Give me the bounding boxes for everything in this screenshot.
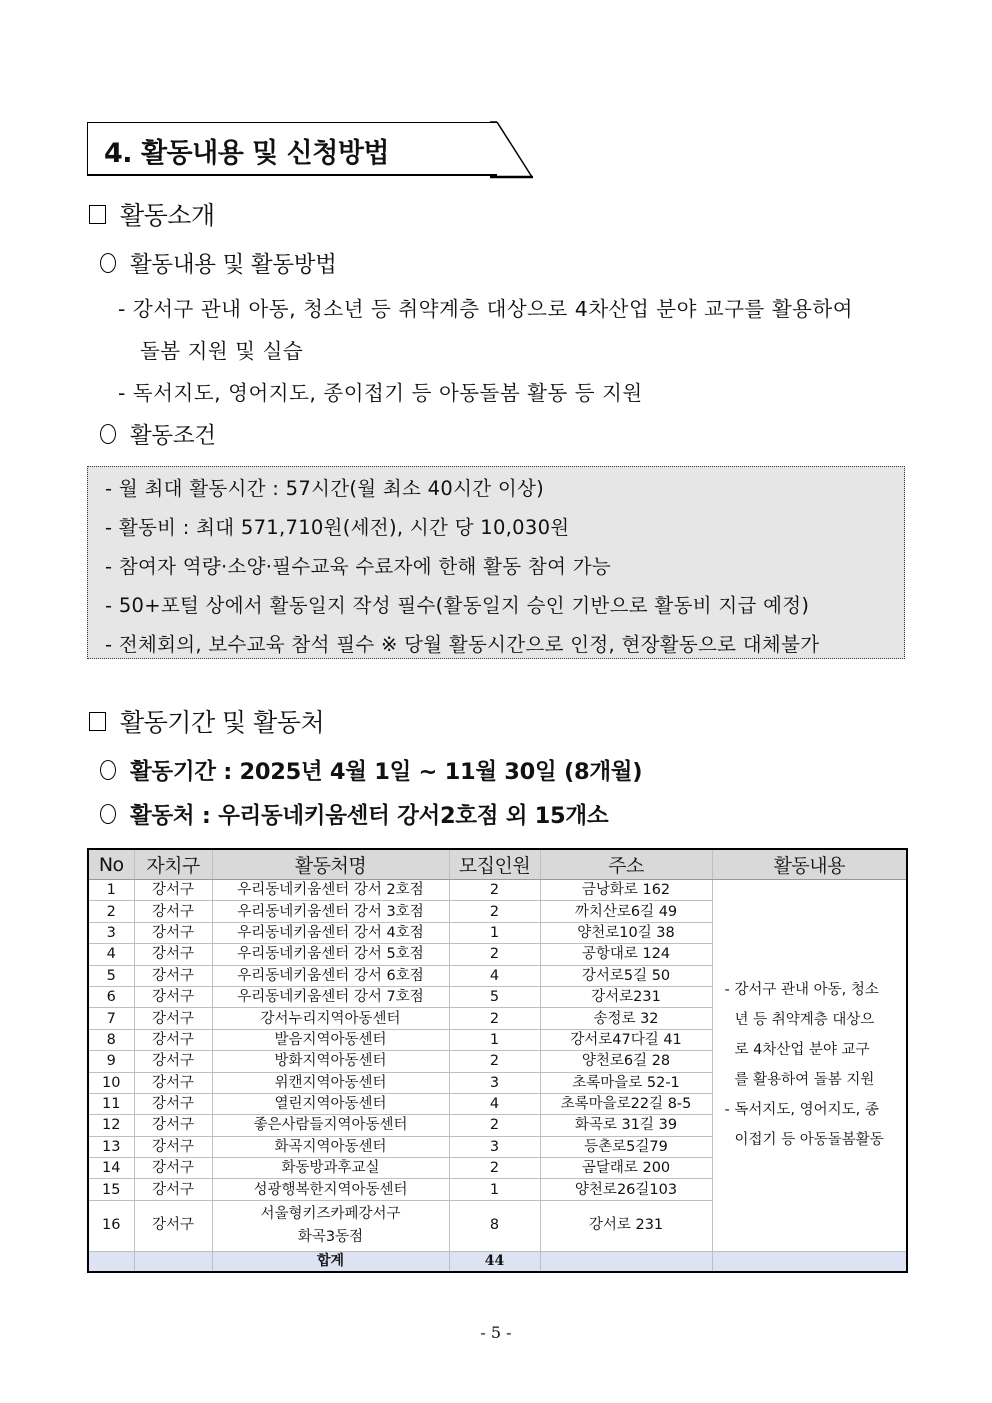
- cell-no: 9: [88, 1051, 134, 1072]
- cell-gu: 강서구: [134, 1158, 212, 1179]
- cell-address: 강서로 231: [540, 1200, 712, 1251]
- square-bullet-icon: [89, 205, 106, 224]
- cell-gu: 강서구: [134, 1136, 212, 1157]
- col-header-count: 모집인원: [449, 849, 540, 880]
- cell-address: 까치산로6길 49: [540, 901, 712, 922]
- cell-gu: 강서구: [134, 901, 212, 922]
- col-header-name: 활동처명: [212, 849, 449, 880]
- cell-no: 15: [88, 1179, 134, 1200]
- cell-activity-desc: [712, 880, 907, 1252]
- cell-address: 송정로 32: [540, 1008, 712, 1029]
- cell-name: 위캔지역아동센터: [212, 1072, 449, 1093]
- subheading-content-text: 활동내용 및 활동방법: [130, 252, 337, 278]
- cell-name: 우리동네키움센터 강서 3호점: [212, 901, 449, 922]
- cell-no: 11: [88, 1093, 134, 1114]
- condition-item: - 월 최대 활동시간 : 57시간(월 최소 40시간 이상): [105, 477, 545, 500]
- condition-item: - 50+포털 상에서 활동일지 작성 필수(활동일지 승인 기반으로 활동비 지급 예정): [105, 594, 810, 617]
- cell-address: 강서로5길 50: [540, 965, 712, 986]
- cell-no: 14: [88, 1158, 134, 1179]
- cell-name-line: 서울형키즈카페강서구: [260, 1205, 401, 1222]
- locations-table: [87, 848, 908, 1273]
- cell-name: 강서누리지역아동센터: [212, 1008, 449, 1029]
- heading-period-text: 활동기간 및 활동처: [120, 708, 325, 737]
- col-header-gu: 자치구: [134, 849, 212, 880]
- period-line-text: 활동기간 : 2025년 4월 1일 ~ 11월 30일 (8개월): [130, 759, 643, 785]
- cell-no: 2: [88, 901, 134, 922]
- cell-no: 7: [88, 1008, 134, 1029]
- square-bullet-icon: [89, 712, 106, 731]
- cell-name-line: 화곡3동점: [297, 1228, 364, 1245]
- table-header-row: [88, 849, 907, 880]
- cell-no: 12: [88, 1115, 134, 1136]
- activity-desc-line: - 강서구 관내 아동, 청소: [724, 982, 879, 999]
- cell-name: 성광행복한지역아동센터: [212, 1179, 449, 1200]
- cell-count: 1: [449, 1029, 540, 1050]
- total-count: 44: [449, 1251, 540, 1272]
- page-number: - 5 -: [480, 1323, 512, 1342]
- cell-address: 초록마을로 52-1: [540, 1072, 712, 1093]
- cell-name: [212, 1200, 449, 1251]
- cell-gu: 강서구: [134, 1029, 212, 1050]
- table-row: [88, 880, 907, 901]
- place-line-text: 활동처 : 우리동네키움센터 강서2호점 외 15개소: [130, 803, 609, 829]
- cell-address: 강서로231: [540, 986, 712, 1007]
- cell-name: 화동방과후교실: [212, 1158, 449, 1179]
- period-line: [100, 754, 642, 786]
- activity-desc-line: 로 4차산업 분야 교구: [734, 1042, 870, 1059]
- cell-count: 3: [449, 1136, 540, 1157]
- condition-item: - 활동비 : 최대 571,710원(세전), 시간 당 10,030원: [105, 516, 570, 539]
- cell-count: 2: [449, 944, 540, 965]
- cell-name: 우리동네키움센터 강서 6호점: [212, 965, 449, 986]
- content-bullet-2: - 독서지도, 영어지도, 종이접기 등 아동돌봄 활동 등 지원: [118, 381, 643, 405]
- circle-bullet-icon: [100, 760, 116, 780]
- heading-intro-text: 활동소개: [120, 201, 215, 230]
- cell-gu: 강서구: [134, 944, 212, 965]
- cell-address: 초록마을로22길 8-5: [540, 1093, 712, 1114]
- condition-item: - 참여자 역량·소양·필수교육 수료자에 한해 활동 참여 가능: [105, 555, 611, 578]
- cell-empty: [540, 1251, 712, 1272]
- cell-count: 2: [449, 1158, 540, 1179]
- cell-count: 5: [449, 986, 540, 1007]
- subheading-conditions-text: 활동조건: [130, 423, 216, 449]
- cell-gu: 강서구: [134, 1115, 212, 1136]
- cell-gu: 강서구: [134, 986, 212, 1007]
- cell-address: 양천로10길 38: [540, 922, 712, 943]
- cell-no: 8: [88, 1029, 134, 1050]
- cell-gu: 강서구: [134, 880, 212, 901]
- cell-address: 곰달래로 200: [540, 1158, 712, 1179]
- cell-count: 2: [449, 1115, 540, 1136]
- cell-gu: 강서구: [134, 1072, 212, 1093]
- cell-gu: 강서구: [134, 1008, 212, 1029]
- cell-no: 10: [88, 1072, 134, 1093]
- subheading-content: [100, 247, 337, 279]
- cell-address: 강서로47다길 41: [540, 1029, 712, 1050]
- cell-count: 1: [449, 1179, 540, 1200]
- cell-no: 4: [88, 944, 134, 965]
- cell-gu: 강서구: [134, 1179, 212, 1200]
- heading-period: [89, 703, 324, 739]
- table-total-row: [88, 1251, 907, 1272]
- cell-name: 열린지역아동센터: [212, 1093, 449, 1114]
- cell-empty: [134, 1251, 212, 1272]
- place-line: [100, 798, 608, 830]
- cell-gu: 강서구: [134, 1051, 212, 1072]
- heading-intro: [89, 196, 215, 232]
- cell-no: 3: [88, 922, 134, 943]
- activity-desc-line: 를 활용하여 돌봄 지원: [734, 1072, 875, 1089]
- total-label: 합계: [212, 1251, 449, 1272]
- condition-item: - 전체회의, 보수교육 참석 필수 ※ 당월 활동시간으로 인정, 현장활동으로 대체불가: [105, 633, 820, 656]
- cell-count: 1: [449, 922, 540, 943]
- section-title: 4. 활동내용 및 신청방법: [104, 138, 389, 169]
- cell-empty: [712, 1251, 907, 1272]
- cell-name: 우리동네키움센터 강서 5호점: [212, 944, 449, 965]
- activity-desc-line: 년 등 취약계층 대상으: [734, 1012, 875, 1029]
- cell-count: 2: [449, 1008, 540, 1029]
- cell-no: 5: [88, 965, 134, 986]
- subheading-conditions: [100, 418, 216, 450]
- cell-gu: 강서구: [134, 965, 212, 986]
- content-bullet-1-cont: 돌봄 지원 및 실습: [140, 339, 304, 363]
- cell-address: 양천로26길103: [540, 1179, 712, 1200]
- activity-desc-line: - 독서지도, 영어지도, 종: [724, 1102, 879, 1119]
- col-header-activity: 활동내용: [712, 849, 907, 880]
- col-header-address: 주소: [540, 849, 712, 880]
- cell-count: 4: [449, 1093, 540, 1114]
- cell-no: 1: [88, 880, 134, 901]
- cell-no: 13: [88, 1136, 134, 1157]
- cell-name: 방화지역아동센터: [212, 1051, 449, 1072]
- circle-bullet-icon: [100, 804, 116, 824]
- content-bullet-1: - 강서구 관내 아동, 청소년 등 취약계층 대상으로 4차산업 분야 교구를 활용하여: [118, 297, 854, 321]
- cell-name: 화곡지역아동센터: [212, 1136, 449, 1157]
- cell-count: 2: [449, 1051, 540, 1072]
- cell-gu: 강서구: [134, 1200, 212, 1251]
- cell-address: 금낭화로 162: [540, 880, 712, 901]
- cell-address: 화곡로 31길 39: [540, 1115, 712, 1136]
- cell-count: 2: [449, 880, 540, 901]
- cell-name: 우리동네키움센터 강서 4호점: [212, 922, 449, 943]
- cell-count: 8: [449, 1200, 540, 1251]
- col-header-no: No: [88, 849, 134, 880]
- circle-bullet-icon: [100, 253, 116, 273]
- cell-gu: 강서구: [134, 1093, 212, 1114]
- cell-name: 우리동네키움센터 강서 7호점: [212, 986, 449, 1007]
- activity-desc-line: 이접기 등 아동돌봄활동: [734, 1132, 884, 1149]
- title-box-slant: [490, 121, 535, 179]
- cell-no: 16: [88, 1200, 134, 1251]
- cell-count: 3: [449, 1072, 540, 1093]
- cell-count: 2: [449, 901, 540, 922]
- cell-address: 양천로6길 28: [540, 1051, 712, 1072]
- cell-name: 좋은사람들지역아동센터: [212, 1115, 449, 1136]
- cell-name: 발음지역아동센터: [212, 1029, 449, 1050]
- cell-empty: [88, 1251, 134, 1272]
- cell-address: 등촌로5길79: [540, 1136, 712, 1157]
- cell-address: 공항대로 124: [540, 944, 712, 965]
- cell-gu: 강서구: [134, 922, 212, 943]
- cell-count: 4: [449, 965, 540, 986]
- cell-name: 우리동네키움센터 강서 2호점: [212, 880, 449, 901]
- cell-no: 6: [88, 986, 134, 1007]
- circle-bullet-icon: [100, 424, 116, 444]
